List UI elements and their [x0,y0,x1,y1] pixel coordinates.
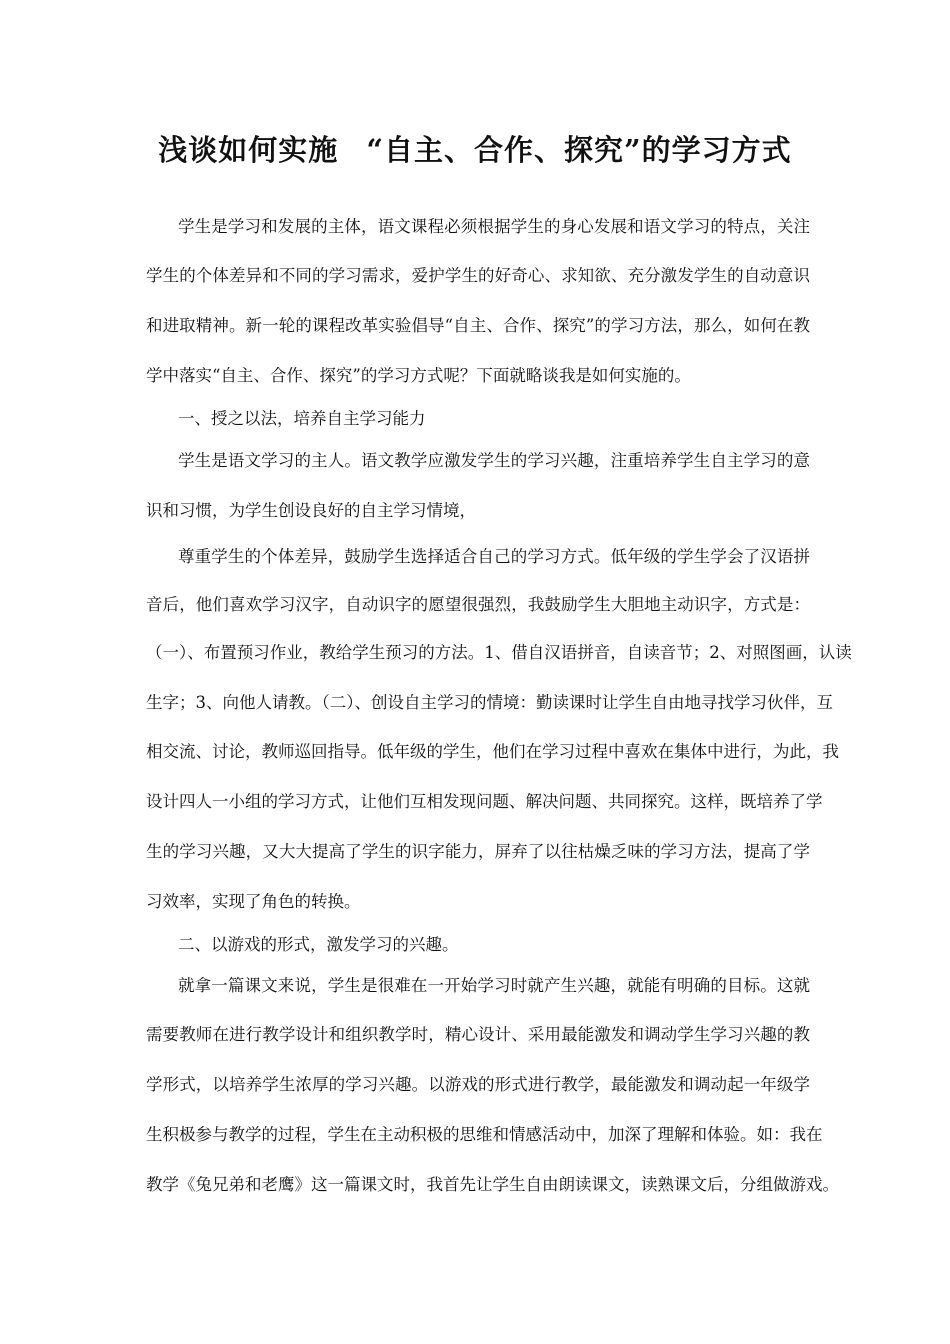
text-line: 学形式，以培养学生浓厚的学习兴趣。以游戏的形式进行教学，最能激发和调动起一年级学 [146,1075,810,1094]
section-heading: 一、授之以法，培养自主学习能力 [178,409,426,428]
title-part-2: “自主、合作、探究”的学习方式 [366,133,792,167]
text-line: 就拿一篇课文来说，学生是很难在一开始学习时就产生兴趣，就能有明确的目标。这就 [178,976,810,995]
text-line: 习效率，实现了角色的转换。 [146,892,361,911]
text-line: 学生是学习和发展的主体，语文课程必须根据学生的身心发展和语文学习的特点，关注 [178,217,810,236]
text-line: 学中落实“自主、合作、探究”的学习方式呢？下面就略谈我是如何实施的。 [146,366,691,385]
text-line: 学生的个体差异和不同的学习需求，爱护学生的好奇心、求知欲、充分激发学生的自动意识 [146,266,810,285]
document-title [0,128,950,169]
text-line: 音后，他们喜欢学习汉字，自动识字的愿望很强烈，我鼓励学生大胆地主动识字，方式是： [146,595,810,614]
title-part-1: 浅谈如何实施 [158,133,339,167]
text-line: 生的学习兴趣，又大大提高了学生的识字能力，屏弃了以往枯燥乏味的学习方法，提高了学 [146,842,810,861]
text-line: 教学《兔兄弟和老鹰》这一篇课文时，我首先让学生自由朗读课文，读熟课文后，分组做游戏。 [146,1175,839,1194]
text-line: （一）、布置预习作业，教给学生预习的方法。1、借自汉语拼音，自读音节；2、对照图画，认读 [146,643,852,662]
text-line: 生字；3、向他人请教。（二）、创设自主学习的情境：勤读课时让学生自由地寻找学习伙伴，互 [146,693,833,712]
section-heading: 二、以游戏的形式，激发学习的兴趣。 [178,935,459,954]
text-line: 识和习惯，为学生创设良好的自主学习情境， [146,501,476,520]
text-line: 生积极参与教学的过程，学生在主动积极的思维和情感活动中，加深了理解和体验。如：我在 [146,1125,823,1144]
text-line: 需要教师在进行教学设计和组织教学时，精心设计、采用最能激发和调动学生学习兴趣的教 [146,1025,810,1044]
text-line: 学生是语文学习的主人。语文教学应激发学生的学习兴趣，注重培养学生自主学习的意 [178,451,810,470]
text-line: 尊重学生的个体差异，鼓励学生选择适合自己的学习方式。低年级的学生学会了汉语拼 [178,547,810,566]
text-line: 和进取精神。新一轮的课程改革实验倡导“自主、合作、探究”的学习方法，那么，如何在教 [146,316,810,335]
text-line: 设计四人一小组的学习方式，让他们互相发现问题、解决问题、共同探究。这样，既培养了学 [146,792,823,811]
text-line: 相交流、讨论，教师巡回指导。低年级的学生，他们在学习过程中喜欢在集体中进行，为此，我 [146,742,839,761]
